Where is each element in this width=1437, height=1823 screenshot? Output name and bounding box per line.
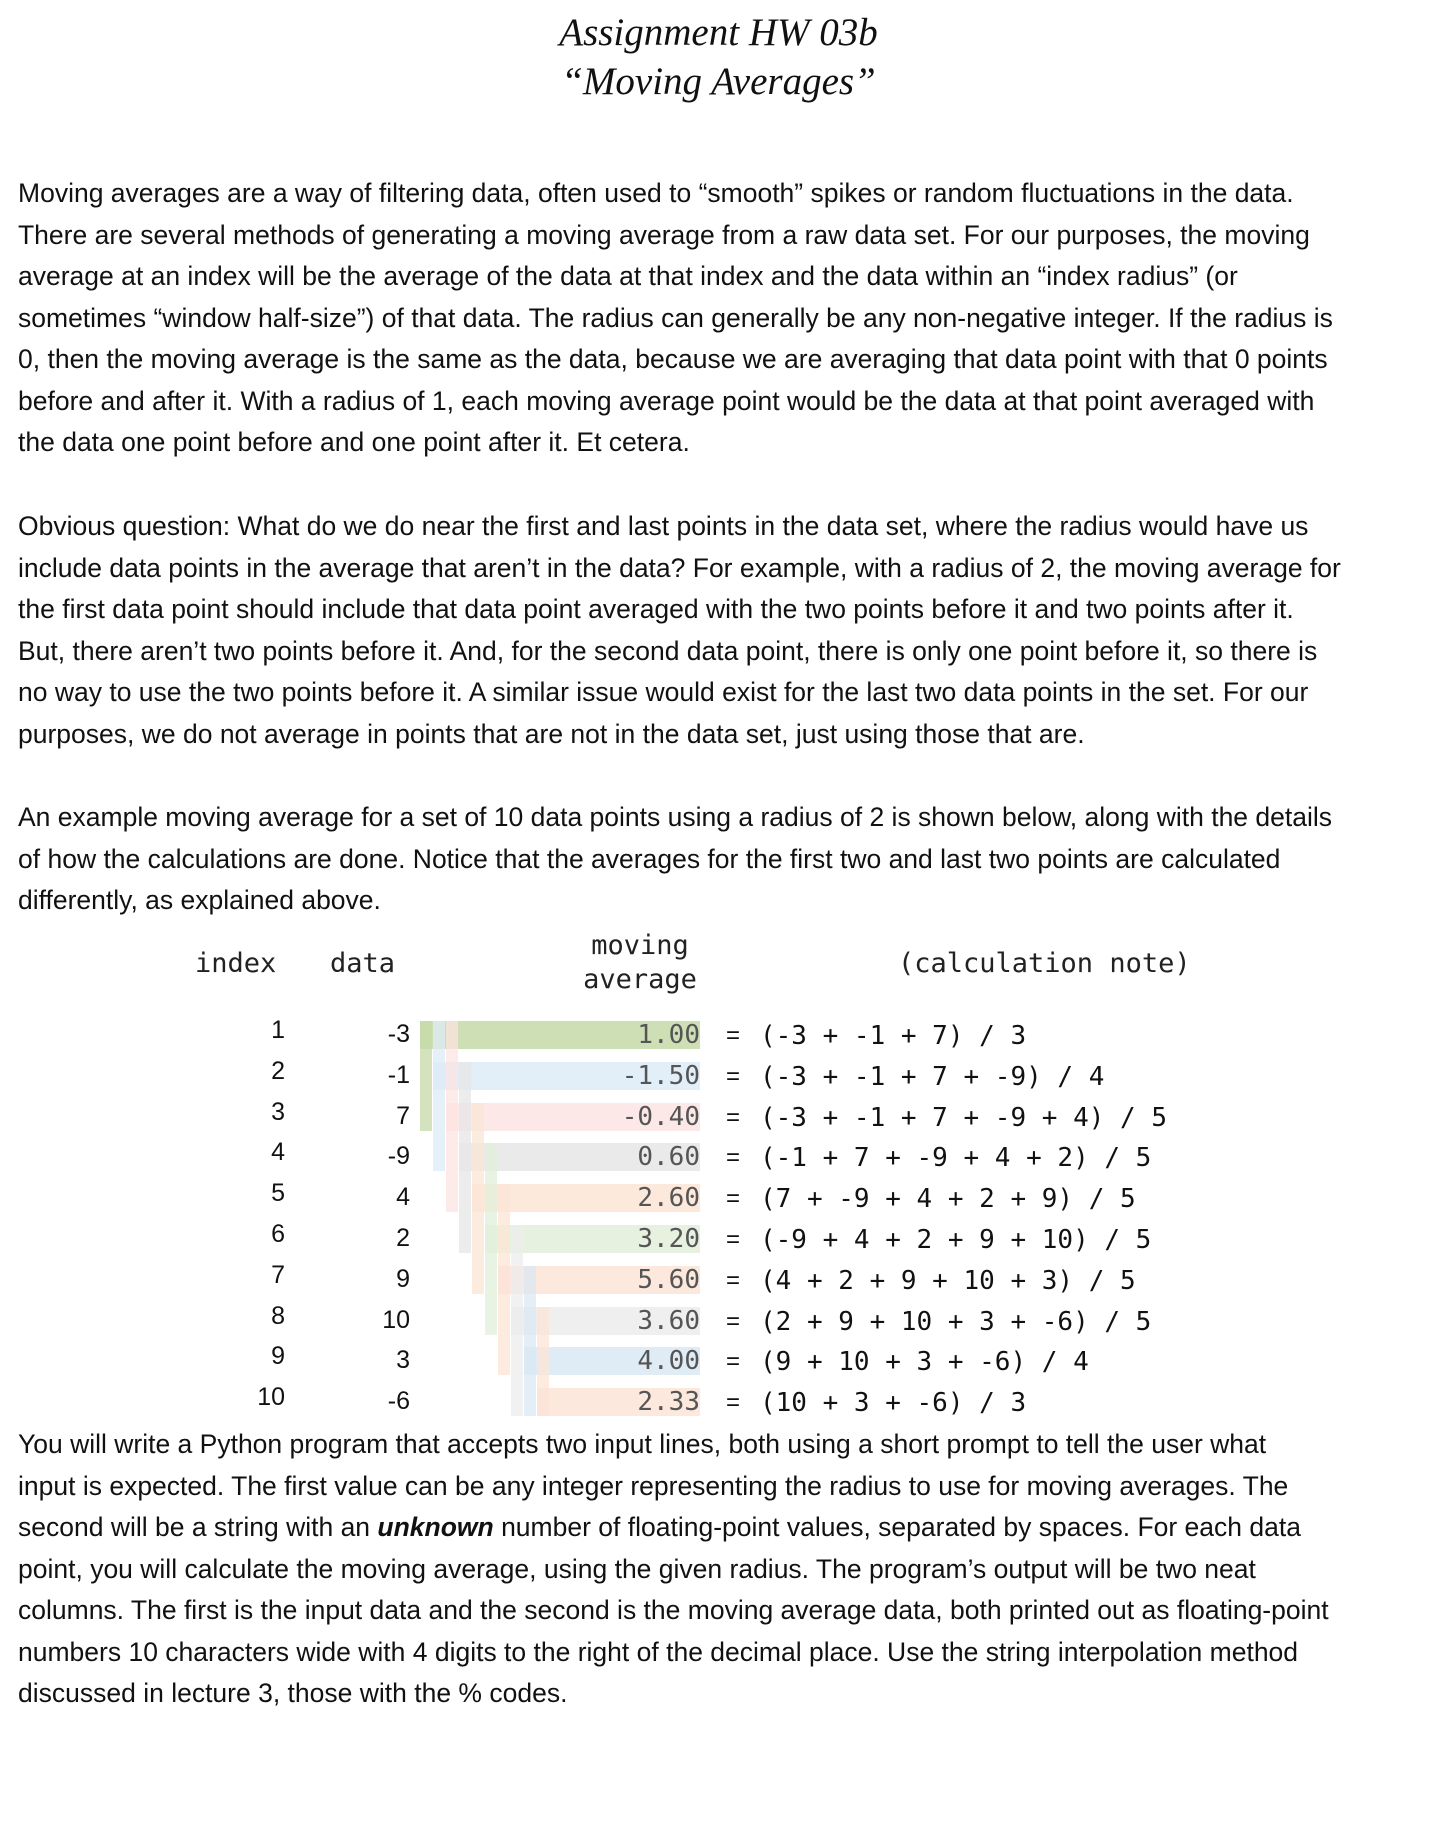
- row-calculation-note: (10 + 3 + -6) / 3: [760, 1388, 1027, 1419]
- row-calculation-note: (4 + 2 + 9 + 10 + 3) / 5: [760, 1265, 1136, 1296]
- row-calculation-note: (9 + 10 + 3 + -6) / 4: [760, 1347, 1089, 1378]
- header-moving-line2: average: [583, 964, 697, 995]
- paragraph-intro: [18, 173, 1418, 464]
- paragraph-line: the data one point before and one point after it. Et cetera.: [18, 427, 690, 457]
- row-index: 8: [271, 1301, 285, 1330]
- paragraph-line: There are several methods of generating a moving average from a raw data set. For our purposes, the moving: [18, 219, 1310, 250]
- row-moving-average: -0.40: [621, 1101, 700, 1132]
- row-moving-average: 3.20: [637, 1224, 700, 1254]
- row-index: 5: [271, 1179, 285, 1208]
- row-equals-sign: =: [726, 1103, 741, 1131]
- row-calculation-note: (-3 + -1 + 7 + -9 + 4) / 5: [760, 1102, 1167, 1133]
- paragraph-line: sometimes “window half-size”) of that data. The radius can generally be any non-negative integer. If the radius is: [18, 302, 1333, 333]
- paragraph-line: [18, 1507, 1418, 1549]
- row-data: -3: [387, 1020, 410, 1048]
- row-moving-average: -1.50: [621, 1060, 700, 1091]
- example-moving-average-table: [0, 920, 1437, 1419]
- paragraph-line: Obvious question: What do we do near the first and last points in the data set, where the radius would have us: [18, 511, 1309, 541]
- row-moving-average: 2.60: [637, 1183, 700, 1214]
- paragraph-line: before and after it. With a radius of 1, each moving average point would be the data at that point averaged with: [18, 385, 1315, 416]
- paragraph-line: Moving averages are a way of filtering data, often used to “smooth” spikes or random fluctuations in the data.: [18, 178, 1294, 208]
- paragraph-line: include data points in the average that aren’t in the data? For example, with a radius of 2, the moving average for: [18, 552, 1341, 583]
- header-data: data: [330, 948, 396, 979]
- row-calculation-note: (-9 + 4 + 2 + 9 + 10) / 5: [760, 1225, 1152, 1255]
- row-index: 1: [271, 1016, 285, 1044]
- text-span: second will be a string with an: [18, 1512, 378, 1542]
- row-equals-sign: =: [726, 1307, 741, 1335]
- row-equals-sign: =: [726, 1389, 741, 1417]
- row-index: 7: [271, 1260, 285, 1289]
- paragraph-instructions: [18, 1424, 1418, 1715]
- header-moving-line1: moving: [591, 930, 689, 961]
- row-data: -6: [387, 1387, 410, 1416]
- row-data: 3: [396, 1346, 410, 1375]
- paragraph-line: input is expected. The first value can be any integer representing the radius to use for moving averages. The: [18, 1470, 1289, 1501]
- row-calculation-note: (7 + -9 + 4 + 2 + 9) / 5: [760, 1184, 1136, 1215]
- paragraph-line: average at an index will be the average of the data at that index and the data within an “index radius” (or: [18, 261, 1238, 291]
- paragraph-line: purposes, we do not average in points that are not in the data set, just using those that are.: [18, 718, 1085, 749]
- row-moving-average: 1.00: [637, 1020, 700, 1050]
- row-equals-sign: =: [726, 1266, 741, 1294]
- row-moving-average: 0.60: [637, 1142, 700, 1173]
- paragraph-line: of how the calculations are done. Notice that the averages for the first two and last two points are calculated: [18, 843, 1281, 874]
- row-index: 6: [271, 1220, 285, 1248]
- paragraph-line: numbers 10 characters wide with 4 digits to the right of the decimal place. Use the string interpolation method: [18, 1636, 1299, 1667]
- row-data: 10: [382, 1305, 410, 1334]
- row-calculation-note: (-3 + -1 + 7) / 3: [760, 1021, 1027, 1051]
- row-index: 9: [271, 1342, 285, 1371]
- row-data: 4: [396, 1183, 410, 1212]
- row-calculation-note: (-3 + -1 + 7 + -9) / 4: [760, 1061, 1105, 1092]
- paragraph-line: You will write a Python program that accepts two input lines, both using a short prompt to tell the user what: [18, 1429, 1267, 1459]
- row-data: -1: [387, 1060, 410, 1089]
- paragraph-line: 0, then the moving average is the same as the data, because we are averaging that data point with that 0 points: [18, 344, 1328, 374]
- row-index: 4: [271, 1138, 285, 1167]
- paragraph-example: [18, 797, 1418, 922]
- paragraph-edge-cases: [18, 506, 1418, 755]
- row-equals-sign: =: [726, 1348, 741, 1376]
- text-span: number of floating-point values, separated by spaces. For each data: [493, 1512, 1301, 1542]
- row-moving-average: 3.60: [637, 1305, 700, 1336]
- row-data: 9: [396, 1264, 410, 1293]
- row-equals-sign: =: [726, 1022, 741, 1049]
- window-bar-vertical: [433, 1021, 445, 1171]
- paragraph-line: differently, as explained above.: [18, 885, 381, 915]
- paragraph-line: But, there aren’t two points before it. And, for the second data point, there is only one point before it, so there is: [18, 635, 1318, 666]
- paragraph-line: columns. The first is the input data and the second is the moving average data, both printed out as floating-point: [18, 1595, 1329, 1625]
- window-bar-vertical: [524, 1266, 536, 1416]
- row-calculation-note: (-1 + 7 + -9 + 4 + 2) / 5: [760, 1143, 1152, 1174]
- assignment-subtitle: “Moving Averages”: [561, 60, 876, 103]
- paragraph-line: An example moving average for a set of 10 data points using a radius of 2 is shown below, along with the details: [18, 802, 1333, 832]
- row-index: 10: [257, 1383, 285, 1412]
- row-data: -9: [387, 1142, 410, 1171]
- paragraph-line: point, you will calculate the moving average, using the given radius. The program’s output will be two neat: [18, 1553, 1256, 1584]
- emphasis-unknown: unknown: [377, 1512, 494, 1542]
- row-equals-sign: =: [726, 1185, 741, 1213]
- row-moving-average: 5.60: [637, 1264, 700, 1295]
- row-equals-sign: =: [726, 1062, 741, 1090]
- row-calculation-note: (2 + 9 + 10 + 3 + -6) / 5: [760, 1306, 1152, 1337]
- row-data: 7: [396, 1101, 410, 1130]
- row-moving-average: 2.33: [637, 1387, 700, 1418]
- header-calculation-note: (calculation note): [898, 948, 1191, 979]
- assignment-title: Assignment HW 03b: [559, 11, 878, 54]
- row-equals-sign: =: [726, 1226, 741, 1253]
- paragraph-line: no way to use the two points before it. A similar issue would exist for the last two data points in the set. For our: [18, 677, 1309, 707]
- paragraph-line: discussed in lecture 3, those with the % codes.: [18, 1678, 568, 1708]
- row-equals-sign: =: [726, 1144, 741, 1172]
- header-index: index: [195, 948, 277, 979]
- header-moving-average: [580, 929, 700, 997]
- paragraph-line: the first data point should include that data point averaged with the two points before it and two points after it.: [18, 594, 1294, 624]
- row-index: 3: [271, 1097, 285, 1126]
- row-data: 2: [396, 1224, 410, 1252]
- row-moving-average: 4.00: [637, 1346, 700, 1377]
- row-index: 2: [271, 1056, 285, 1085]
